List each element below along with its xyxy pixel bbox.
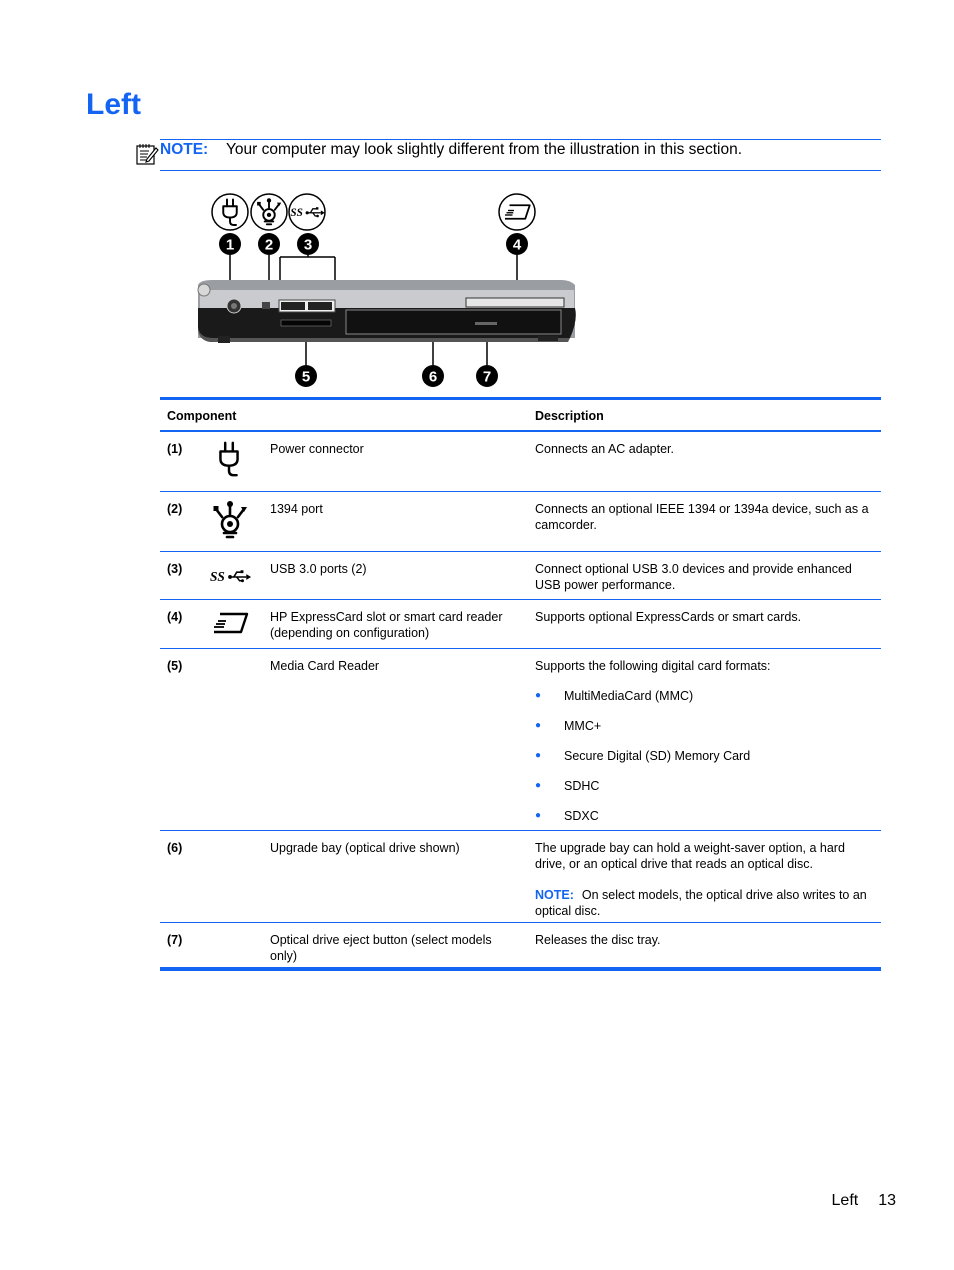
table-row bbox=[160, 492, 881, 552]
callout-7 bbox=[476, 365, 498, 387]
list-item: ● MMC+ bbox=[535, 718, 875, 734]
table-row bbox=[160, 552, 881, 600]
component-name: 1394 port bbox=[270, 502, 323, 516]
section-heading: Left bbox=[86, 88, 141, 121]
note-icon bbox=[135, 142, 159, 166]
power-plug-icon bbox=[210, 440, 248, 480]
component-name: Upgrade bay (optical drive shown) bbox=[270, 841, 460, 855]
note-box bbox=[160, 139, 881, 171]
header-description: Description bbox=[535, 409, 604, 423]
component-name: Optical drive eject button (select models only) bbox=[270, 933, 492, 963]
component-name: Media Card Reader bbox=[270, 659, 380, 673]
page-footer bbox=[832, 1192, 896, 1210]
component-description bbox=[535, 840, 875, 919]
component-description: Connects an optional IEEE 1394 or 1394a device, such as a camcorder. bbox=[535, 502, 869, 532]
note-label: NOTE: bbox=[160, 141, 209, 158]
list-item: ● SDHC bbox=[535, 778, 875, 794]
description-note bbox=[535, 887, 875, 919]
table-row bbox=[160, 649, 881, 831]
table-row bbox=[160, 923, 881, 967]
component-name: Power connector bbox=[270, 442, 364, 456]
row-number: (6) bbox=[167, 841, 183, 855]
row-number: (7) bbox=[167, 933, 183, 947]
callout-1 bbox=[219, 233, 241, 255]
power-plug-icon bbox=[212, 194, 248, 230]
note-text: Your computer may look slightly different from the illustration in this section. bbox=[226, 141, 743, 158]
header-component: Component bbox=[167, 409, 237, 423]
list-item: ● MultiMediaCard (MMC) bbox=[535, 688, 875, 704]
expresscard-icon bbox=[210, 611, 250, 635]
expresscard-icon bbox=[499, 194, 535, 230]
usb-ss-icon bbox=[210, 566, 252, 586]
callout-2 bbox=[258, 233, 280, 255]
footer-section: Left bbox=[831, 1192, 859, 1209]
svg-text:3: 3 bbox=[303, 236, 313, 254]
laptop-body bbox=[198, 280, 576, 343]
description-intro: Supports the following digital card formats: bbox=[535, 659, 771, 673]
table-header bbox=[160, 400, 881, 432]
note-text: On select models, the optical drive also writes to an optical disc. bbox=[535, 888, 867, 918]
callout-5 bbox=[295, 365, 317, 387]
list-item: ● Secure Digital (SD) Memory Card bbox=[535, 748, 875, 764]
table-row bbox=[160, 600, 881, 649]
component-description: Supports optional ExpressCards or smart cards. bbox=[535, 610, 802, 624]
description-text: The upgrade bay can hold a weight-saver option, a hard drive, or an optical drive that reads an optical disc. bbox=[535, 841, 845, 871]
row-number: (5) bbox=[167, 659, 183, 673]
usb-ss-icon bbox=[289, 194, 325, 230]
svg-text:1: 1 bbox=[225, 236, 235, 254]
firewire-1394-icon bbox=[210, 499, 250, 541]
row-number: (4) bbox=[167, 610, 183, 624]
component-description: Connects an AC adapter. bbox=[535, 442, 674, 456]
firewire-1394-icon bbox=[251, 194, 287, 230]
svg-text:7: 7 bbox=[482, 368, 492, 386]
component-name: HP ExpressCard slot or smart card reader (depending on configuration) bbox=[270, 610, 503, 640]
page-number: 13 bbox=[878, 1192, 896, 1209]
component-description: Connect optional USB 3.0 devices and provide enhanced USB power performance. bbox=[535, 562, 852, 592]
component-description bbox=[535, 658, 875, 824]
svg-text:6: 6 bbox=[428, 368, 438, 386]
row-number: (3) bbox=[167, 562, 183, 576]
callout-4 bbox=[506, 233, 528, 255]
laptop-left-side-illustration bbox=[190, 190, 590, 395]
component-name: USB 3.0 ports (2) bbox=[270, 562, 367, 576]
svg-text:5: 5 bbox=[301, 368, 311, 386]
callout-3 bbox=[297, 233, 319, 255]
svg-text:4: 4 bbox=[512, 236, 522, 254]
row-number: (1) bbox=[167, 442, 183, 456]
note-label: NOTE: bbox=[535, 888, 574, 902]
component-description: Releases the disc tray. bbox=[535, 933, 661, 947]
table-row bbox=[160, 831, 881, 923]
row-number: (2) bbox=[167, 502, 183, 516]
svg-text:2: 2 bbox=[264, 236, 274, 254]
components-table bbox=[160, 397, 881, 971]
callout-6 bbox=[422, 365, 444, 387]
table-row bbox=[160, 432, 881, 492]
list-item: ● SDXC bbox=[535, 808, 875, 824]
